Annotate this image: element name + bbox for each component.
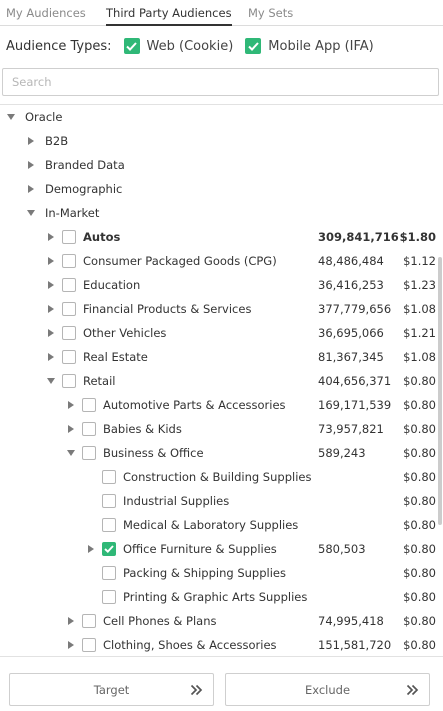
caret-right-icon[interactable] xyxy=(46,352,56,362)
audience-count: 74,995,418 xyxy=(318,614,384,628)
double-chevron-right-icon xyxy=(190,684,203,696)
audience-tree xyxy=(0,105,443,655)
tree-row-label: In-Market xyxy=(45,206,100,220)
audience-price: $0.80 xyxy=(403,398,436,412)
audience-types-label: Audience Types: xyxy=(6,38,112,54)
audience-price: $1.12 xyxy=(403,254,436,268)
audience-count: 404,656,371 xyxy=(318,374,392,388)
caret-right-icon[interactable] xyxy=(26,184,36,194)
tree-row-label: Babies & Kids xyxy=(103,422,182,436)
exclude-button[interactable] xyxy=(225,673,430,706)
tree-row[interactable] xyxy=(0,417,436,441)
search-input[interactable] xyxy=(2,68,439,96)
caret-right-icon[interactable] xyxy=(46,232,56,242)
checkbox[interactable] xyxy=(102,494,116,508)
tree-row[interactable] xyxy=(0,633,436,655)
audience-price: $0.80 xyxy=(403,446,436,460)
tab-third-party-audiences[interactable]: Third Party Audiences xyxy=(106,0,232,26)
checkbox[interactable] xyxy=(82,638,96,652)
caret-right-icon[interactable] xyxy=(66,640,76,650)
tree-row-label: Branded Data xyxy=(45,158,125,172)
tree-row[interactable] xyxy=(0,249,436,273)
tree-row-label: Business & Office xyxy=(103,446,204,460)
tree-row-label: Retail xyxy=(83,374,116,388)
audience-price: $0.80 xyxy=(403,422,436,436)
audience-count: 377,779,656 xyxy=(318,302,392,316)
audience-price: $1.08 xyxy=(403,350,436,364)
checkbox[interactable] xyxy=(82,398,96,412)
caret-right-icon[interactable] xyxy=(66,616,76,626)
tree-row[interactable] xyxy=(0,129,436,153)
exclude-button-label: Exclude xyxy=(304,682,351,697)
audience-count: 589,243 xyxy=(318,446,366,460)
caret-down-icon[interactable] xyxy=(26,208,36,218)
caret-right-icon[interactable] xyxy=(66,424,76,434)
checkbox-checked-icon[interactable] xyxy=(124,38,140,54)
checkbox[interactable] xyxy=(62,254,76,268)
audience-price: $1.80 xyxy=(399,230,436,244)
tree-row[interactable] xyxy=(0,297,436,321)
tree-row-label: Packing & Shipping Supplies xyxy=(123,566,286,580)
audience-count: 169,171,539 xyxy=(318,398,392,412)
target-button-label: Target xyxy=(93,682,130,697)
audience-price: $0.80 xyxy=(403,494,436,508)
checkbox-checked-icon[interactable] xyxy=(102,542,116,556)
audience-price: $1.23 xyxy=(403,278,436,292)
tab-my-sets[interactable]: My Sets xyxy=(248,6,294,20)
audience-price: $0.80 xyxy=(403,374,436,388)
tree-row[interactable] xyxy=(0,225,436,249)
audience-price: $1.21 xyxy=(403,326,436,340)
tree-row-label: Consumer Packaged Goods (CPG) xyxy=(83,254,277,268)
checkbox[interactable] xyxy=(62,350,76,364)
caret-right-icon[interactable] xyxy=(86,544,96,554)
checkbox[interactable] xyxy=(82,446,96,460)
audience-price: $1.08 xyxy=(403,302,436,316)
tree-row[interactable] xyxy=(0,585,436,609)
audience-price: $0.80 xyxy=(403,542,436,556)
audience-count: 580,503 xyxy=(318,542,366,556)
checkbox[interactable] xyxy=(62,302,76,316)
audience-price: $0.80 xyxy=(403,590,436,604)
audience-count: 48,486,484 xyxy=(318,254,384,268)
caret-right-icon[interactable] xyxy=(26,136,36,146)
tree-row[interactable] xyxy=(0,177,436,201)
tree-row[interactable] xyxy=(0,513,436,537)
tree-row-label: Industrial Supplies xyxy=(123,494,230,508)
tree-row[interactable] xyxy=(0,489,436,513)
checkbox[interactable] xyxy=(62,374,76,388)
audience-count: 81,367,345 xyxy=(318,350,384,364)
checkbox[interactable] xyxy=(102,518,116,532)
audience-price: $0.80 xyxy=(403,518,436,532)
tree-row-label: Real Estate xyxy=(83,350,148,364)
tree-row-label: Financial Products & Services xyxy=(83,302,252,316)
type-mobile-app-label: Mobile App (IFA) xyxy=(268,38,374,54)
tree-row-label: Education xyxy=(83,278,141,292)
tree-row[interactable] xyxy=(0,201,436,225)
tree-row[interactable] xyxy=(0,345,436,369)
audience-count: 151,581,720 xyxy=(318,638,392,652)
tree-row[interactable] xyxy=(0,321,436,345)
divider xyxy=(0,656,443,657)
caret-right-icon[interactable] xyxy=(66,400,76,410)
caret-right-icon[interactable] xyxy=(46,328,56,338)
tree-row-label: Oracle xyxy=(25,110,63,124)
audience-types xyxy=(6,36,386,56)
audience-price: $0.80 xyxy=(403,614,436,628)
tree-row[interactable] xyxy=(0,609,436,633)
type-web-cookie[interactable] xyxy=(124,38,234,54)
tree-row[interactable] xyxy=(0,561,436,585)
tree-row[interactable] xyxy=(0,153,436,177)
caret-right-icon[interactable] xyxy=(46,256,56,266)
caret-right-icon[interactable] xyxy=(26,160,36,170)
tree-row-label: Other Vehicles xyxy=(83,326,167,340)
audience-price: $0.80 xyxy=(403,470,436,484)
audience-count: 36,695,066 xyxy=(318,326,384,340)
checkbox[interactable] xyxy=(102,566,116,580)
checkbox[interactable] xyxy=(62,230,76,244)
caret-right-icon[interactable] xyxy=(46,280,56,290)
tree-row-label: Demographic xyxy=(45,182,123,196)
caret-down-icon[interactable] xyxy=(46,376,56,386)
tab-bar xyxy=(0,0,443,26)
tree-row[interactable] xyxy=(0,105,436,129)
tree-row-label: Printing & Graphic Arts Supplies xyxy=(123,590,308,604)
caret-down-icon[interactable] xyxy=(66,448,76,458)
caret-down-icon[interactable] xyxy=(6,112,16,122)
tree-row[interactable] xyxy=(0,273,436,297)
tree-row-label: B2B xyxy=(45,134,69,148)
checkbox-checked-icon[interactable] xyxy=(245,38,261,54)
type-mobile-app[interactable] xyxy=(245,38,373,54)
audience-price: $0.80 xyxy=(403,638,436,652)
type-web-cookie-label: Web (Cookie) xyxy=(146,38,234,54)
scrollbar[interactable] xyxy=(436,105,443,655)
tree-row[interactable] xyxy=(0,537,436,561)
audience-count: 73,957,821 xyxy=(318,422,384,436)
audience-count: 36,416,253 xyxy=(318,278,384,292)
tree-row[interactable] xyxy=(0,393,436,417)
scrollbar-thumb[interactable] xyxy=(438,257,442,525)
tree-row-label: Autos xyxy=(83,230,121,244)
checkbox[interactable] xyxy=(82,422,96,436)
tree-row-label: Clothing, Shoes & Accessories xyxy=(103,638,277,652)
target-button[interactable] xyxy=(9,673,214,706)
checkbox[interactable] xyxy=(62,278,76,292)
tree-row-label: Medical & Laboratory Supplies xyxy=(123,518,299,532)
tab-my-audiences[interactable]: My Audiences xyxy=(6,6,86,20)
checkbox[interactable] xyxy=(82,614,96,628)
tree-row-label: Office Furniture & Supplies xyxy=(123,542,277,556)
tree-row-label: Cell Phones & Plans xyxy=(103,614,217,628)
checkbox[interactable] xyxy=(62,326,76,340)
tree-row-label: Construction & Building Supplies xyxy=(123,470,312,484)
tree-row-label: Automotive Parts & Accessories xyxy=(103,398,286,412)
checkbox[interactable] xyxy=(102,590,116,604)
caret-right-icon[interactable] xyxy=(46,304,56,314)
checkbox[interactable] xyxy=(102,470,116,484)
audience-count: 309,841,716 xyxy=(318,230,399,244)
tree-row[interactable] xyxy=(0,465,436,489)
audience-price: $0.80 xyxy=(403,566,436,580)
tree-row[interactable] xyxy=(0,369,436,393)
double-chevron-right-icon xyxy=(406,684,419,696)
tree-row[interactable] xyxy=(0,441,436,465)
